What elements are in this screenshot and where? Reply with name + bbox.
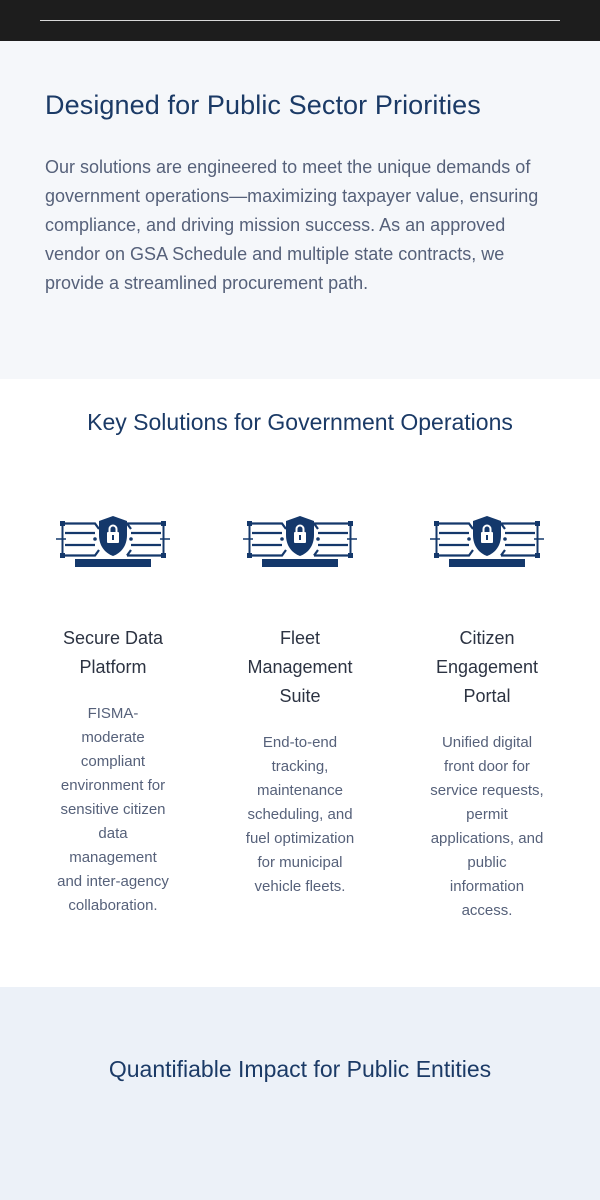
solution-card-secure-data xyxy=(48,515,178,918)
solution-description: End-to-end tracking, maintenance scheduling, and fuel optimization for municipal vehicle fleets. xyxy=(245,734,355,895)
solution-title: Fleet Management Suite xyxy=(247,628,353,706)
solutions-heading: Key Solutions for Government Operations xyxy=(87,409,513,435)
intro-body: Our solutions are engineered to meet the unique demands of government operations—maximizing taxpayer value, ensuring compliance, and driving mission success. As an approved vendor on GSA Schedule and multiple state contracts, we provide a streamlined procurement path. xyxy=(45,157,539,293)
solution-description: Unified digital front door for service requests, permit applications, and public information access. xyxy=(430,734,544,919)
solution-card-citizen-engagement xyxy=(422,515,552,923)
nav-divider xyxy=(40,20,560,21)
solution-title: Citizen Engagement Portal xyxy=(435,628,539,706)
secure-shield-circuit-icon xyxy=(48,515,178,569)
secure-shield-circuit-icon xyxy=(422,515,552,569)
intro-heading: Designed for Public Sector Priorities xyxy=(45,90,481,120)
secure-shield-circuit-icon xyxy=(235,515,365,569)
impact-heading: Quantifiable Impact for Public Entities xyxy=(108,1056,492,1082)
intro-section xyxy=(0,41,600,379)
top-navigation-bar xyxy=(0,0,600,41)
solution-card-fleet-management xyxy=(235,515,365,899)
solution-title: Secure Data Platform xyxy=(62,628,164,677)
solutions-section xyxy=(0,379,600,987)
solution-description: FISMA-moderate compliant environment for sensitive citizen data management and inter-agency collaboration. xyxy=(57,705,169,914)
impact-section xyxy=(0,987,600,1200)
